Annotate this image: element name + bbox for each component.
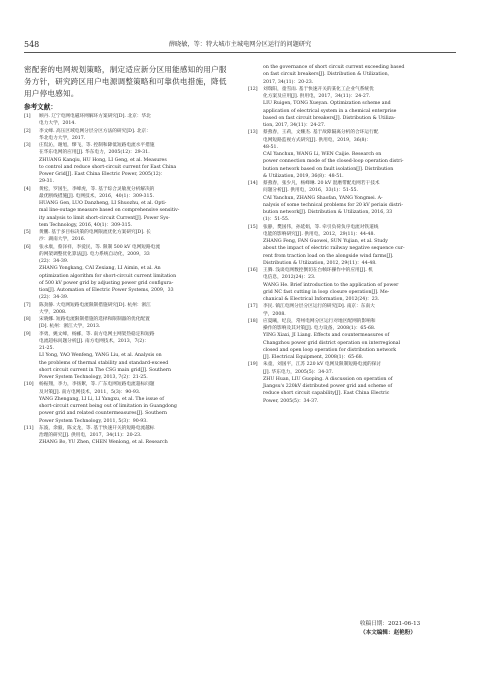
reference-text: 陈劲静. 大电网短路电流限制措施研究[D]. 杭州：浙江 大学，2008. xyxy=(39,302,151,315)
reference-item xyxy=(24,316,232,331)
reference-number: [11] xyxy=(24,425,34,431)
reference-text: 黄鹏. 基于多目标决策的电网限流优化方案研究[D]. 长 沙：湖南大学，2016. xyxy=(39,230,151,243)
reference-text: 庄侃沁，谢旭，缪飞，等. 控制和降低短路电流水平措施 在华东电网的应用[J]. 华东电力，2005(12)：29-31. ZHUANG Kanqiu, HU Hong, LI Geng, et al. Measures to control and reduce short-circuit current for East China Power Grid[J]. East China Electric Power, 2005(12)： 29-31. xyxy=(39,143,177,185)
reference-number: [17] xyxy=(248,304,258,310)
reference-text: 黄松，罗国生，李峰虎，等. 基于综合灵敏度分析解决的 最优断线措施[J]. 电网技术，2016，40(1)：309-315. HUANG Gen, LUO Danzheng, LI Shuozhu, et al. Opti- mal line-outage measure based on comprehensive sensitiv- ity analysis to limit short-circuit Current[J]. Power Sys- tem Technology, 2016, 40(1)：309-315. xyxy=(39,186,180,228)
reference-text: 李文峰. 高压区域电网分层分区方法的研究[D]. 北京： 华北电力大学，2017. xyxy=(39,128,151,141)
reference-item xyxy=(24,186,232,230)
reference-number: [2] xyxy=(24,128,31,134)
right-column xyxy=(248,64,456,405)
reference-number: [12] xyxy=(248,86,258,92)
reference-item xyxy=(248,318,456,362)
reference-number: [15] xyxy=(248,224,258,230)
page-number: 548 xyxy=(24,40,40,49)
reference-item xyxy=(248,180,456,224)
reference-text: 蔡燕春，张少凡，杨峰琳. 20 kV 混磨带配电网若干技术 问题分析[J]. 供用电，2016，33(1)：51-55. CAI Yanchun, ZHANG Shaofan, YANG Yongmei. A- nalysis of some technical problems for 20 kV periais distri- bution network[J]. Distribution & Utilization, 2016, 33 (1)：51-55. xyxy=(263,181,403,223)
reference-text: 李民. 镇江电网分层分区运行的研究[D]. 南京：东南大 学，2008. xyxy=(263,304,375,317)
reference-text: 张永康，蔡泽祥，李爱民，等. 限制 500 kV 电网短路电流 的网架调整优化算法[J]. 电力系统自动化，2009，33 (22)：34-39. ZHANG Yongkang, CAI Zexiang, LI Aimin, et al. An optimization algorithm for short-circuit current limitation of 500 kV power grid by adjusting power grid configura- tion[J]. Automation of Electric Power Systems, 2009，33 (22)：34-39. xyxy=(39,244,177,301)
running-title: 薛晓敏，等：特大城市主城电网分区运行的问题研究 xyxy=(168,41,312,48)
references-heading: 参考文献： xyxy=(24,103,57,111)
reference-text: 李勇，姚文峰，杨郦，等. 南方电网主网架热稳定和短路 电流超标问题分析[J]. 南方电网技术，2013，7(2)： 21-25. LI Yong, YAO Wenfeng, YANG Liu, et al. Analysis on the problems of thermal stability and standard-exceed short circuit current in The CSG main grid[J]. Southern Power System Technology, 2013, 7(2)：21-25. xyxy=(39,331,171,380)
reference-item xyxy=(248,303,456,318)
reference-text: 朱童，刘国平，江苏 220 kV 电网及限制短路电流的探讨 [J]. 华东电力，2005(5)：34-37. ZHU Huan, LIU Guoping. A discussion on operation of Jiangsu's 220kV distributed power grid and scheme of reduce short circuit capability[J]. East China Electric Power, 2005(5)：34-37. xyxy=(263,362,393,404)
references-list-left xyxy=(24,113,232,447)
reference-text: 东波，余毅，陈文龙，等. 基于快速开关的短路电流越标 治理的研究[J]. 供用电，2017，34(11)：20-23. ZHANG Bo, YU Zhen, CHEN Wenlong, et al. Research xyxy=(39,425,168,446)
reference-item xyxy=(248,64,456,86)
reference-item xyxy=(24,113,232,128)
page-header xyxy=(24,40,456,53)
reference-text: 刘瑞阳，童雪雨. 基于快速开关的某化工企业气系统优 化方案及应用[J]. 供用电，2017，34(11)：24-27. LIU Ruigen, TONG Xueyan. Optimization scheme and application of electrical system in a chemical enterprise based on fast circuit breakers[J]. Distribution & Utiliza- tion, 2017, 34(11)：24-27. xyxy=(263,86,397,128)
reference-number: [4] xyxy=(24,186,31,192)
reference-number: [1] xyxy=(24,114,31,119)
reference-text: 顾丹. 辽宁电网电磁环网解环方案研究[D]. 北京：华北 电力大学，2014. xyxy=(39,114,151,127)
reference-number: [18] xyxy=(248,318,258,324)
reference-item xyxy=(24,331,232,382)
reference-number: [8] xyxy=(24,317,31,322)
reference-text: 杨振翔，李力，李扬絮，等. 广东电网短路电流超标问题 及对策[J]. 南方电网技术，2011，5(3)：90-93. YANG Zhengang, LI Li, LI Yangxu, et al. The issue of short-circuit current being out of limitation in Guangdong power grid and related countermeasures[J]. Southern Power System Technology, 2011, 5(3)：90-93. xyxy=(39,382,177,424)
references-list-right xyxy=(248,64,456,405)
reference-item xyxy=(24,229,232,244)
concluding-paragraph: 密配套的电网规划策略，制定适应新分区用能感知的用户服务方针，研究跨区用户电源调整策略和可靠供电措施，降低用户停电感知。 xyxy=(24,65,227,98)
reference-text: 蔡燕春，王莉，文姗杰. 基于故障隔离分析的合环运行配 电网短路监视方式研究[J]. 供用电，2019，36(8)： 48-51. CAI Yanchun, WANG Li, WEN Caijie. Research on power connection mode of the closed-loop operation distri- bution network based on fault isolation[J]. Distribution & Utilization, 2019, 36(8)：48-51. xyxy=(263,130,404,179)
reference-item xyxy=(24,128,232,143)
reference-item xyxy=(24,142,232,186)
reference-number: [16] xyxy=(248,268,258,273)
left-column xyxy=(24,64,232,447)
received-date: 收稿日期：2021-06-13 xyxy=(360,621,421,627)
reference-item xyxy=(24,425,232,447)
reference-text: 张静，樊国伟，孙延娟，等. 牵引负荷负序电流对铁道线 电能的影响研究[J]. 供用电，2012，29(11)：44-48. ZHANG Feng, FAN Guowei, SUN Yujian, et al. Study about the impact of electric railway negative sequence cur- rent from traction load on the alongside wind farms[J]. Distribution & Utilization, 2012, 29(11)：44-48. xyxy=(263,224,405,266)
reference-item xyxy=(24,244,232,302)
reference-number: [3] xyxy=(24,143,31,148)
reference-number: [6] xyxy=(24,244,31,250)
reference-text: 宋晓娜. 短路电流限制措施的选择和限制器的优化配置 [D]. 杭州：浙江大学，2013. xyxy=(39,317,150,330)
reference-number: [19] xyxy=(248,362,258,368)
reference-number: [9] xyxy=(24,331,31,337)
received-note xyxy=(360,620,460,638)
reference-number: [10] xyxy=(24,382,34,388)
reference-item xyxy=(24,381,232,425)
reference-text: 应夏曦，纪良，常州电网分区运行对地区配网的影响和 操作的影响及其对策[J]. 电力设备，2008(1)：65-68. YING Xiaxi, JI Liang. Effects and countermeasures of Changzhou power grid district operation on interregional closed and open loop operation for distribution network [J]. Electrical Equipment, 2008(1)：65-68. xyxy=(263,318,401,360)
reference-item xyxy=(248,267,456,303)
reference-text: on the governance of short circuit current exceeding based on fast circuit breakers[J]. Distribution & Utilization, 2017, 34(11)：20-23. xyxy=(263,65,405,85)
reference-number: [7] xyxy=(24,302,31,308)
editor-note: （本文编辑：赵艳粉） xyxy=(360,630,416,636)
reference-item xyxy=(248,129,456,180)
reference-item xyxy=(248,86,456,130)
reference-item xyxy=(248,224,456,268)
reference-item xyxy=(248,361,456,405)
reference-number: [14] xyxy=(248,181,258,186)
reference-item xyxy=(24,302,232,317)
reference-text: 王腾. 浅谈电网数控倒切在台帧环操作中的应用[J]. 机 电信息，2012(24)：23. WANG He. Brief introduction to the application of power grid NC fast cutting in loop closure operation[J]. Me- chanical & Electrical Information, 2012(24)：23. xyxy=(263,268,399,302)
reference-number xyxy=(248,64,263,86)
reference-number: [13] xyxy=(248,130,258,136)
reference-number: [5] xyxy=(24,230,31,235)
